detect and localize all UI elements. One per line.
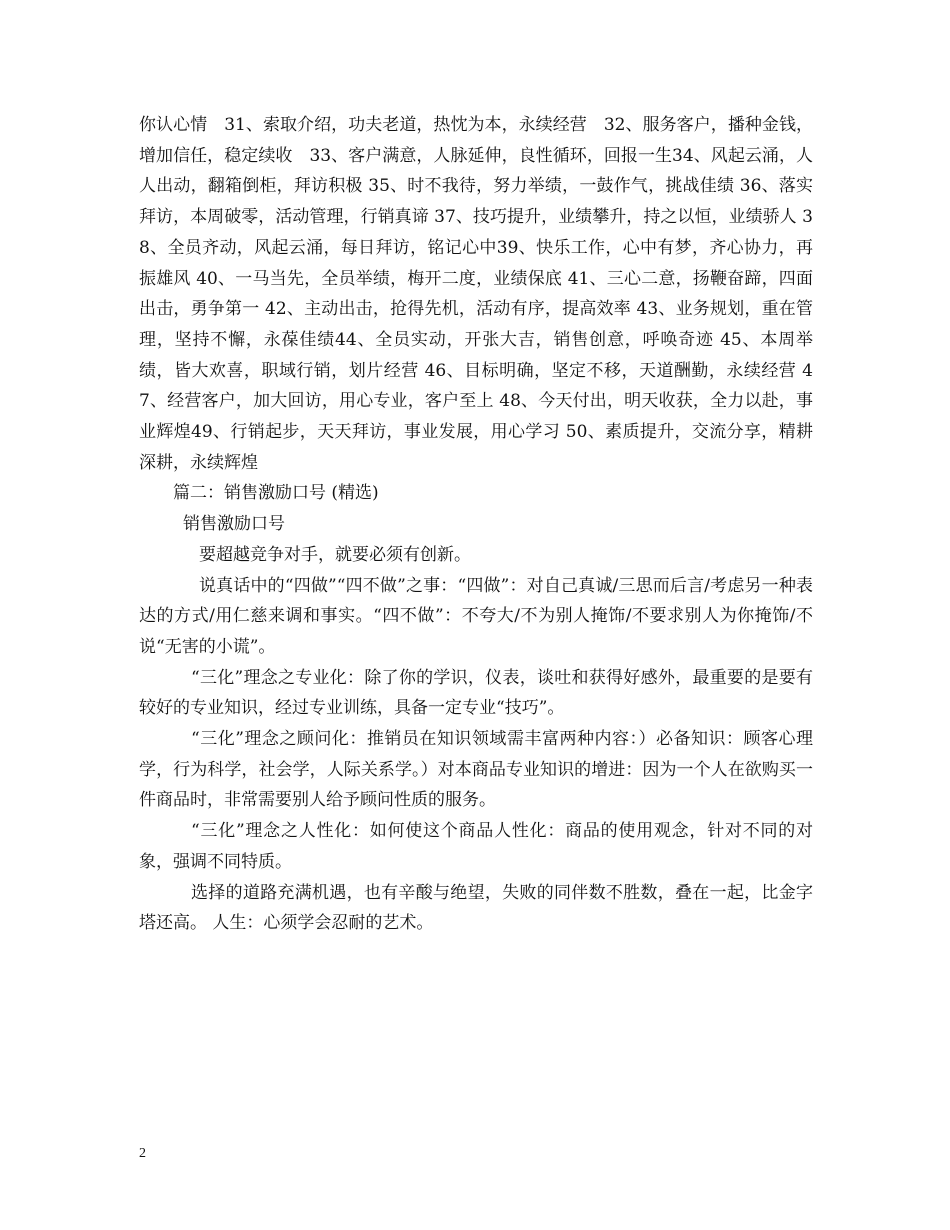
honesty-paragraph: 说真话中的“四做”“四不做”之事：“四做”：对自己真诚/三思而后言/考虑另一种表达的方式/用仁慈来调和事实。“四不做”：不夸大/不为别人掩饰/不要求别人为你掩饰/不说“无害的小谎”。 (139, 575, 813, 657)
page-number: 2 (139, 1146, 146, 1161)
section-heading: 篇二：销售激励口号 (精选) (173, 483, 379, 504)
slogan-list-paragraph: 你认心情 31、索取介绍，功夫老道，热忱为本，永续经营 32、服务客户，播种金钱，增加信任，稳定续收 33、客户满意，人脉延伸，良性循环，回报一生34、风起云涌，人人出动，翻箱倒柜，拜访积极 35、时不我待，努力举绩，一鼓作气，挑战佳绩 36、落实拜访，本周破零，活动管理，行销真谛 37、技巧提升，业绩攀升，持之以恒，业绩骄人 38、全员齐动，风起云涌，每日拜访，铭记心中39、快乐工作，心中有梦，齐心协力，再振雄风 40、一马当先，全员举绩，梅开二度，业绩保底 41、三心二意，扬鞭奋蹄，四面出击，勇争第一 42、主动出击，抢得先机，活动有序，提高效率 43、业务规划，重在管理，坚持不懈，永葆佳绩44、全员实动，开张大吉，销售创意，呼唤奇迹 45、本周举绩，皆大欢喜，职域行销，划片经营 46、目标明确，坚定不移，天道酬勤，永续经营 47、经营客户，加大回访，用心专业，客户至上 48、今天付出，明天收获，全力以赴，事业辉煌49、行销起步，天天拜访，事业发展，用心学习 50、素质提升，交流分享，精耕深耕，永续辉煌 (139, 115, 813, 473)
document-page (139, 110, 813, 939)
section-subtitle: 销售激励口号 (183, 514, 285, 535)
professionalism-paragraph: “三化”理念之专业化：除了你的学识，仪表，谈吐和获得好感外，最重要的是要有较好的专业知识，经过专业训练，具备一定专业“技巧”。 (139, 667, 813, 719)
perseverance-paragraph: 选择的道路充满机遇，也有辛酸与绝望，失败的同伴数不胜数，叠在一起，比金字塔还高。 人生：心须学会忍耐的艺术。 (139, 882, 813, 934)
innovation-paragraph: 要超越竞争对手，就要必须有创新。 (199, 544, 471, 565)
consultancy-paragraph: “三化”理念之顾问化：推销员在知识领域需丰富两种内容：）必备知识：顾客心理学，行为科学，社会学，人际关系学。）对本商品专业知识的增进：因为一个人在欲购买一件商品时，非常需要别人给予顾问性质的服务。 (139, 729, 813, 811)
humanization-paragraph: “三化”理念之人性化：如何使这个商品人性化：商品的使用观念，针对不同的对象，强调不同特质。 (139, 821, 813, 872)
